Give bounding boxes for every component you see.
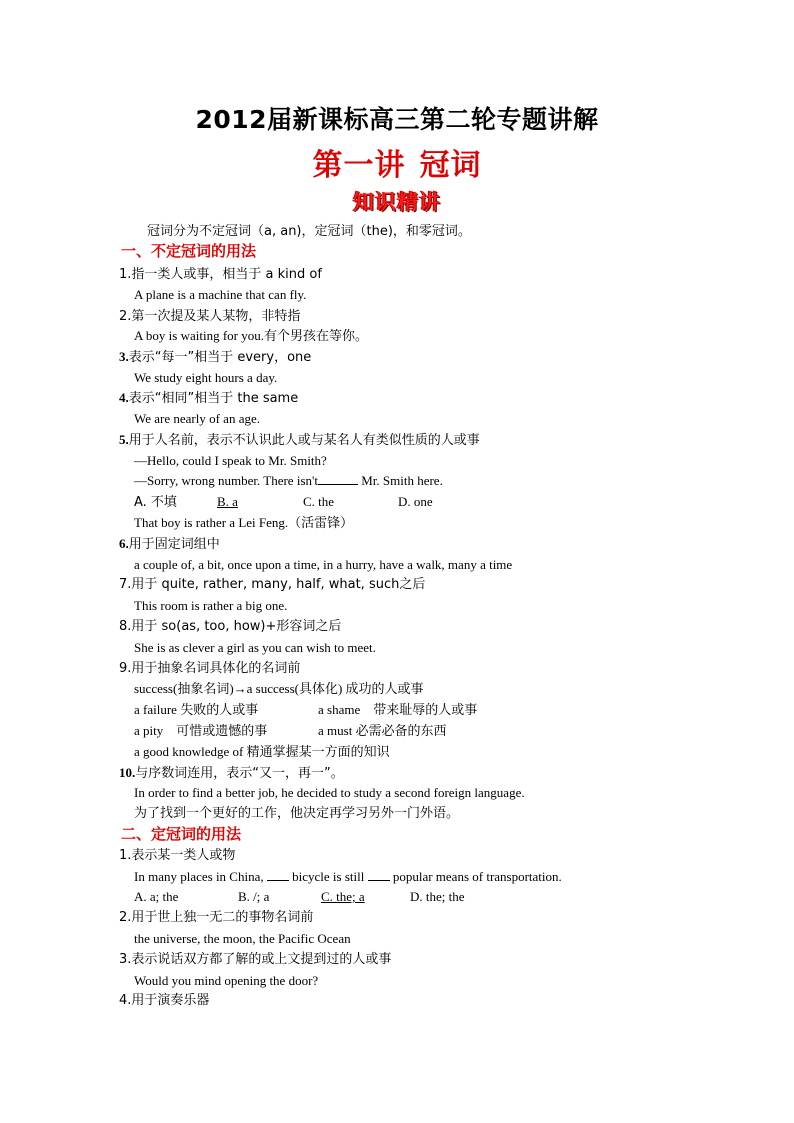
example-sentence: We are nearly of an age. bbox=[134, 411, 260, 426]
rule-text: 2.第一次提及某人某物，非特指 bbox=[119, 309, 301, 324]
rule-item: 2.用于世上独一无二的事物名词前 bbox=[119, 910, 314, 925]
example-phrase: a must 必需必备的东西 bbox=[318, 723, 447, 738]
sentence-text: bicycle is still bbox=[292, 869, 365, 884]
sentence-text: In many places in China, bbox=[134, 869, 264, 884]
example-sentence: a couple of, a bit, once upon a time, in a hurry, have a walk, many a time bbox=[134, 557, 513, 572]
example-sentence: In order to find a better job, he decided to study a second foreign language. bbox=[134, 785, 525, 800]
rule-item bbox=[119, 536, 220, 553]
example-sentence: A boy is waiting for you.有个男孩在等你。 bbox=[134, 328, 368, 343]
rule-item bbox=[119, 308, 300, 325]
dialogue-text: Mr. Smith here. bbox=[361, 473, 443, 488]
rule-text: 表示“相同”相当于 the same bbox=[128, 391, 299, 406]
sentence-text: popular means of transportation. bbox=[392, 869, 562, 884]
rule-item: 1.表示某一类人或物 bbox=[119, 848, 236, 863]
dialogue-line: —Hello, could I speak to Mr. Smith? bbox=[134, 453, 327, 468]
option-b-answer: B. a bbox=[217, 494, 238, 509]
rule-text: 用于固定词组中 bbox=[128, 537, 220, 552]
rule-number: 5. bbox=[119, 432, 129, 447]
option-a bbox=[134, 494, 177, 511]
option-d: D. one bbox=[398, 494, 433, 509]
rule-item: 9.用于抽象名词具体化的名词前 bbox=[119, 661, 301, 676]
option-b: B. /; a bbox=[238, 889, 270, 904]
rule-text: 用于人名前，表示不认识此人或与某名人有类似性质的人或事 bbox=[128, 433, 480, 448]
rule-item bbox=[119, 266, 322, 283]
example-phrase: a failure 失败的人或事 bbox=[134, 702, 259, 717]
example-sentence: success(抽象名词)→a success(具体化) 成功的人或事 bbox=[134, 681, 424, 696]
dialogue-line bbox=[134, 473, 443, 489]
lecture-heading bbox=[0, 140, 794, 184]
intro-paragraph: 冠词分为不定冠词（a, an)，定冠词（the)，和零冠词。 bbox=[147, 224, 471, 239]
rule-number: 3. bbox=[119, 349, 129, 364]
rule-text: 表示“每一”相当于 every，one bbox=[128, 350, 312, 365]
rule-item: 3.表示说话双方都了解的或上文提到过的人或事 bbox=[119, 952, 392, 967]
rule-item: 8.用于 so(as, too, how)+形容词之后 bbox=[119, 619, 342, 634]
knowledge-banner: 知识精讲 bbox=[353, 190, 441, 214]
answer-blank bbox=[267, 869, 289, 881]
example-sentence: That boy is rather a Lei Feng.（活雷锋） bbox=[134, 515, 354, 530]
section-heading-indefinite: 一、不定冠词的用法 bbox=[121, 242, 257, 260]
lecture-number: 第一讲 bbox=[312, 148, 406, 183]
example-phrase: a good knowledge of 精通掌握某一方面的知识 bbox=[134, 744, 390, 759]
rule-item bbox=[119, 765, 344, 782]
example-sentence: She is as clever a girl as you can wish to meet. bbox=[134, 640, 376, 655]
option-a: A. a; the bbox=[134, 889, 179, 904]
answer-blank bbox=[318, 473, 358, 485]
document-title: 2012届新课标高三第二轮专题讲解 bbox=[195, 105, 599, 134]
exercise-sentence bbox=[134, 869, 562, 885]
example-sentence: Would you mind opening the door? bbox=[134, 973, 319, 988]
lecture-topic: 冠词 bbox=[419, 148, 482, 183]
option-c: C. the bbox=[303, 494, 335, 509]
rule-item: 4.用于演奏乐器 bbox=[119, 993, 210, 1008]
rule-item: 7.用于 quite, rather, many, half, what, such之后 bbox=[119, 577, 426, 592]
rule-text: 与序数词连用，表示“又一，再一”。 bbox=[135, 766, 344, 781]
example-phrase: a pity 可惜或遗憾的事 bbox=[134, 723, 268, 738]
example-sentence: A plane is a machine that can fly. bbox=[134, 287, 307, 302]
example-phrase: a shame 带来耻辱的人或事 bbox=[318, 702, 478, 717]
section-heading-definite: 二、定冠词的用法 bbox=[121, 825, 242, 843]
rule-item bbox=[119, 432, 480, 449]
option-c-answer: C. the; a bbox=[321, 889, 365, 904]
rule-item bbox=[119, 390, 298, 407]
rule-number: 4. bbox=[119, 390, 129, 405]
example-sentence: This room is rather a big one. bbox=[134, 598, 288, 613]
rule-number: 10. bbox=[119, 765, 136, 780]
option-d: D. the; the bbox=[410, 889, 465, 904]
answer-blank bbox=[368, 869, 390, 881]
dialogue-text: —Sorry, wrong number. There isn't bbox=[134, 473, 318, 488]
example-sentence: the universe, the moon, the Pacific Ocean bbox=[134, 931, 351, 946]
example-translation: 为了找到一个更好的工作，他决定再学习另外一门外语。 bbox=[134, 806, 460, 821]
example-sentence: We study eight hours a day. bbox=[134, 370, 278, 385]
option-text: A. 不填 bbox=[134, 495, 177, 510]
rule-item bbox=[119, 349, 311, 366]
rule-text: 1.指一类人或事，相当于 a kind of bbox=[119, 267, 322, 282]
rule-number: 6. bbox=[119, 536, 129, 551]
